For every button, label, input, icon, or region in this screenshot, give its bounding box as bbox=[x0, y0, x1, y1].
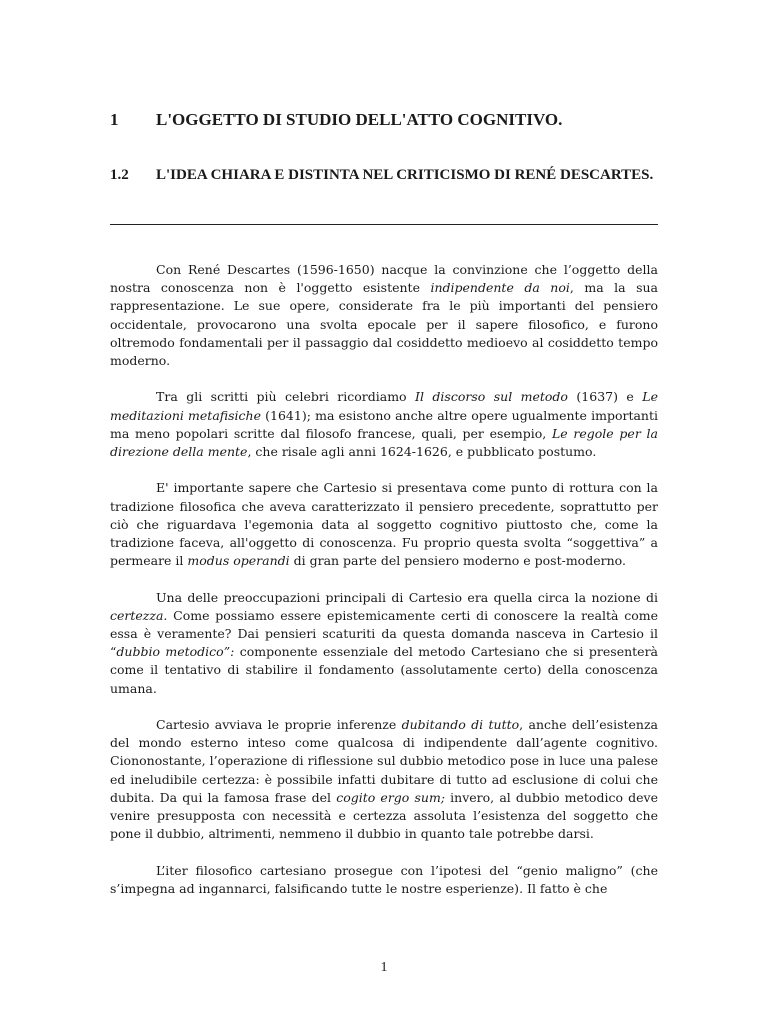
chapter-number: 1 bbox=[110, 110, 119, 129]
italic-text: dubbio metodico”: bbox=[116, 644, 235, 660]
italic-text: modus operandi bbox=[187, 553, 290, 569]
paragraph-text: , ma la sua rappresentazione. Le sue opere, considerate fra le più importanti del pensiero occidentale, provocarono una svolta epocale per il sapere filosofico, e furono oltremodo fondamentali per il passaggio dal cosiddetto medioevo al cosiddetto tempo moderno. bbox=[110, 280, 658, 369]
paragraph-text: di gran parte del pensiero moderno e post-moderno. bbox=[289, 553, 626, 569]
italic-text: indipendente da noi bbox=[430, 280, 570, 296]
paragraph-text: L’iter filosofico cartesiano prosegue con l’ipotesi del “genio maligno” (che s’impegna ad ingannarci, falsificando tutte le nostre esperienze). Il fatto è che bbox=[110, 862, 658, 896]
paragraph-text: Tra gli scritti più celebri ricordiamo bbox=[156, 389, 416, 405]
paragraph-5 bbox=[110, 716, 658, 843]
section-number: 1.2 bbox=[110, 167, 129, 183]
body-text bbox=[110, 261, 658, 916]
paragraph-text: E' importante sapere che Cartesio si presentava come punto di rottura con la tradizione filosofica che aveva caratterizzato il pensiero precedente, soprattutto per ciò che riguardava l'egemonia data al soggetto cognitivo piuttosto che, come la tradizione faceva, all'oggetto di conoscenza. Fu proprio questa svolta “soggettiva” a permeare il bbox=[110, 480, 658, 569]
paragraph-text: Una delle preoccupazioni principali di Cartesio era quella circa la nozione di bbox=[156, 589, 658, 605]
section-heading bbox=[110, 167, 670, 184]
paragraph-text: Con René Descartes (1596-1650) nacque la convinzione che l’oggetto della nostra conoscenza non è l'oggetto esistente bbox=[110, 262, 658, 296]
paragraph-text: (1641); ma esistono anche altre opere ugualmente importanti ma meno popolari scritte dal filosofo francese, quali, per esempio, bbox=[110, 407, 659, 441]
horizontal-rule bbox=[110, 224, 658, 225]
paragraph-text: . Come possiamo essere epistemicamente certi di conoscere la realtà come essa è veramente? Dai pensieri scaturiti da questa domanda nasceva in Cartesio il “ bbox=[110, 607, 658, 660]
italic-text: Il discorso sul metodo bbox=[415, 389, 568, 405]
paragraph-text: componente essenziale del metodo Cartesiano che si presenterà come il tentativo di stabilire il fondamento (assolutamente certo) della conoscenza umana. bbox=[110, 644, 659, 696]
italic-text: dubitando di tutto bbox=[401, 717, 520, 733]
paragraph-6 bbox=[110, 862, 658, 898]
paragraph-4 bbox=[110, 589, 658, 698]
italic-text: certezza bbox=[110, 607, 164, 623]
section-title: L'IDEA CHIARA E DISTINTA NEL CRITICISMO DI RENÉ DESCARTES. bbox=[156, 167, 654, 183]
paragraph-3 bbox=[110, 479, 658, 570]
paragraph-text: , anche dell’esistenza del mondo esterno inteso come qualcosa di indipendente dall’agente cognitivo. Ciononostante, l’operazione di riflessione sul dubbio metodico pose in luce una palese ed ineludibile certezza: è possibile infatti dubitare di tutto ad esclusione di colui che dubita. Da qui la famosa frase del bbox=[110, 717, 658, 805]
italic-text: Le regole per la direzione della mente bbox=[110, 425, 658, 460]
paragraph-text: , che risale agli anni 1624-1626, e pubblicato postumo. bbox=[247, 444, 597, 460]
chapter-title: L'OGGETTO DI STUDIO DELL'ATTO COGNITIVO. bbox=[156, 110, 563, 129]
paragraph-2 bbox=[110, 388, 658, 461]
italic-text: cogito ergo sum; bbox=[336, 789, 446, 805]
italic-text: Le meditazioni metafisiche bbox=[110, 389, 658, 423]
paragraph-text: (1637) e bbox=[567, 389, 643, 405]
paragraph-text: invero, al dubbio metodico deve venire presupposta con necessità e certezza assoluta l’esistenza del soggetto che pone il dubbio, altrimenti, nemmeno il dubbio in quanto tale potrebbe darsi. bbox=[110, 789, 659, 842]
paragraph-1 bbox=[110, 261, 658, 370]
chapter-heading bbox=[110, 110, 670, 130]
page-number: 1 bbox=[380, 960, 388, 975]
paragraph-text: Cartesio avviava le proprie inferenze bbox=[156, 717, 402, 733]
